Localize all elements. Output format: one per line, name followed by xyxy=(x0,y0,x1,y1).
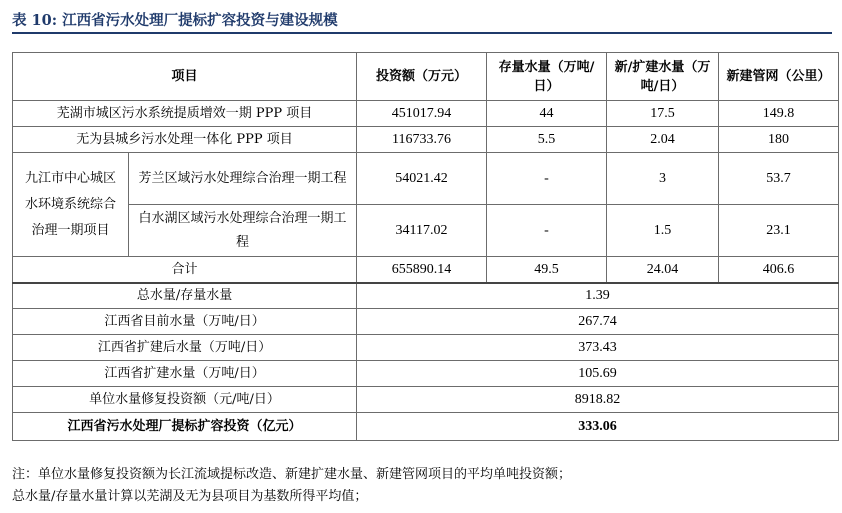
table-header-row xyxy=(13,53,839,101)
table-row xyxy=(13,101,839,127)
header-expand: 新/扩建水量（万吨/日） xyxy=(607,53,719,101)
summary-row xyxy=(13,361,839,387)
summary-row xyxy=(13,387,839,413)
summary-label: 总水量/存量水量 xyxy=(13,283,357,309)
table-row xyxy=(13,127,839,153)
summary-row xyxy=(13,283,839,309)
row-stock: 5.5 xyxy=(487,127,607,153)
summary-value: 8918.82 xyxy=(357,387,839,413)
data-table xyxy=(12,52,839,441)
sub-name: 芳兰区域污水处理综合治理一期工程 xyxy=(129,153,357,205)
row-invest: 451017.94 xyxy=(357,101,487,127)
table-row xyxy=(13,153,839,205)
header-item: 项目 xyxy=(13,53,357,101)
row-pipe: 23.1 xyxy=(719,205,839,257)
row-expand: 17.5 xyxy=(607,101,719,127)
summary-label: 江西省目前水量（万吨/日） xyxy=(13,309,357,335)
summary-label: 江西省扩建后水量（万吨/日） xyxy=(13,335,357,361)
header-invest: 投资额（万元） xyxy=(357,53,487,101)
row-pipe: 149.8 xyxy=(719,101,839,127)
total-pipe: 406.6 xyxy=(719,257,839,283)
row-invest: 116733.76 xyxy=(357,127,487,153)
table-title: 表 10: 江西省污水处理厂提标扩容投资与建设规模 xyxy=(12,8,832,34)
summary-row xyxy=(13,335,839,361)
row-expand: 1.5 xyxy=(607,205,719,257)
sub-name: 白水湖区域污水处理综合治理一期工程 xyxy=(129,205,357,257)
summary-row xyxy=(13,309,839,335)
row-expand: 2.04 xyxy=(607,127,719,153)
row-stock: - xyxy=(487,153,607,205)
row-pipe: 180 xyxy=(719,127,839,153)
row-expand: 3 xyxy=(607,153,719,205)
summary-value: 105.69 xyxy=(357,361,839,387)
row-name: 无为县城乡污水处理一体化 PPP 项目 xyxy=(13,127,357,153)
total-expand: 24.04 xyxy=(607,257,719,283)
footnote-2: 总水量/存量水量计算以芜湖及无为县项目为基数所得平均值； xyxy=(12,489,368,504)
group-name: 九江市中心城区水环境系统综合治理一期项目 xyxy=(13,153,129,257)
final-row xyxy=(13,413,839,441)
table-row xyxy=(13,205,839,257)
summary-value: 267.74 xyxy=(357,309,839,335)
header-pipe: 新建管网（公里） xyxy=(719,53,839,101)
total-stock: 49.5 xyxy=(487,257,607,283)
footnote-1: 注：单位水量修复投资额为长江流域提标改造、新建扩建水量、新建管网项目的平均单吨投资额； xyxy=(12,467,572,482)
row-stock: - xyxy=(487,205,607,257)
summary-label: 单位水量修复投资额（元/吨/日） xyxy=(13,387,357,413)
row-invest: 54021.42 xyxy=(357,153,487,205)
final-value: 333.06 xyxy=(357,413,839,441)
final-label: 江西省污水处理厂提标扩容投资（亿元） xyxy=(13,413,357,441)
row-invest: 34117.02 xyxy=(357,205,487,257)
row-pipe: 53.7 xyxy=(719,153,839,205)
header-stock: 存量水量（万吨/日） xyxy=(487,53,607,101)
summary-value: 1.39 xyxy=(357,283,839,309)
total-invest: 655890.14 xyxy=(357,257,487,283)
row-stock: 44 xyxy=(487,101,607,127)
total-row xyxy=(13,257,839,283)
summary-label: 江西省扩建水量（万吨/日） xyxy=(13,361,357,387)
total-label: 合计 xyxy=(13,257,357,283)
row-name: 芜湖市城区污水系统提质增效一期 PPP 项目 xyxy=(13,101,357,127)
summary-value: 373.43 xyxy=(357,335,839,361)
